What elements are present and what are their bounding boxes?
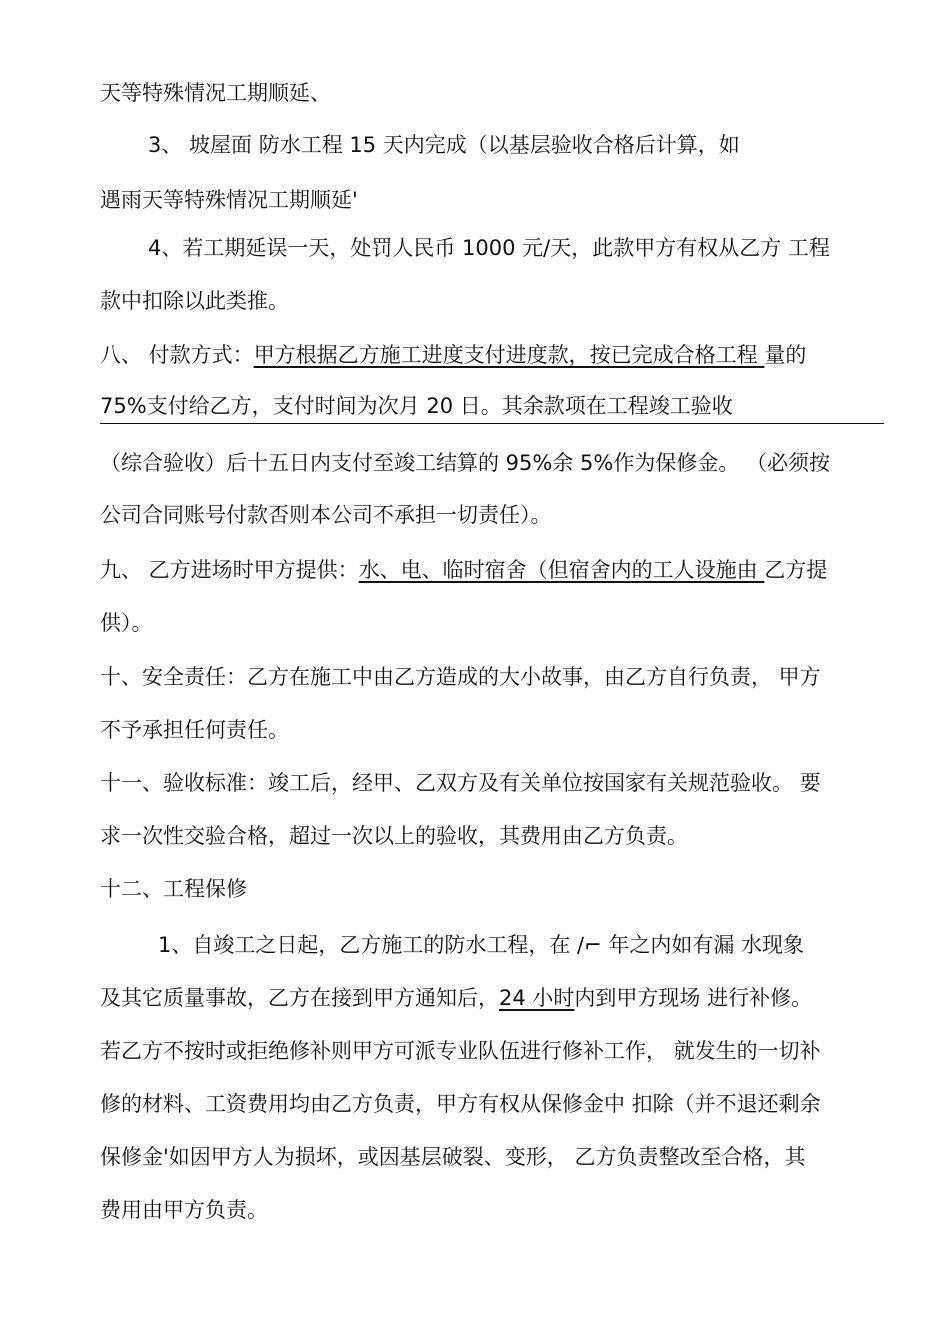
text-span: 及其它质量事故，乙方在接到甲方通知后， [100, 986, 499, 1010]
underlined-text: 24 小时 [499, 986, 575, 1010]
text-line: 75%支付给乙方，支付时间为次月 20 日。其余款项在工程竣工验收 [100, 394, 733, 418]
text-line: 天等特殊情况工期顺延、 [100, 81, 331, 105]
underlined-text: 甲方根据乙方施工进度支付进度款，按已完成合格工程 [253, 343, 765, 367]
text-line: 十一、验收标准：竣工后，经甲、乙双方及有关单位按国家有关规范验收。 要 [100, 771, 821, 795]
clause-heading: 八、 付款方式： [100, 343, 254, 367]
text-line: 求一次性交验合格，超过一次以上的验收，其费用由乙方负责。 [100, 824, 688, 848]
underline-rule [100, 423, 884, 424]
response-time-line [100, 984, 812, 1012]
text-line: 若乙方不按时或拒绝修补则甲方可派专业队伍进行修补工作， 就发生的一切补 [100, 1039, 821, 1063]
text-line: 费用由甲方负责。 [100, 1198, 268, 1222]
text-line: 遇雨天等特殊情况工期顺延' [100, 188, 358, 212]
text-line: 4、若工期延误一天，处罚人民币 1000 元/天，此款甲方有权从乙方 工程 [148, 236, 830, 260]
text-line: 修的材料、工资费用均由乙方负责，甲方有权从保修金中 扣除（并不退还剩余 [100, 1092, 821, 1116]
text-span: 内到甲方现场 进行补修。 [574, 986, 813, 1010]
clause-heading: 九、 乙方进场时甲方提供： [100, 558, 359, 582]
payment-clause-line [100, 341, 806, 369]
text-line: （综合验收）后十五日内支付至竣工结算的 95%余 5%作为保修金。 （必须按 [100, 451, 831, 475]
supply-clause-line [100, 556, 827, 584]
text-line: 3、 坡屋面 防水工程 15 天内完成（以基层验收合格后计算，如 [148, 133, 740, 157]
text-line: 十、安全责任：乙方在施工中由乙方造成的大小故事，由乙方自行负责， 甲方 [100, 665, 821, 689]
text-line: 十二、工程保修 [100, 877, 247, 901]
underlined-text: 水、电、临时宿舍（但宿舍内的工人设施由 [358, 558, 765, 582]
text-line: 款中扣除以此类推。 [100, 289, 289, 313]
text-line: 公司合同账号付款否则本公司不承担一切责任）。 [100, 503, 552, 527]
text-line: 保修金'如因甲方人为损坏，或因基层破裂、变形， 乙方负责整改至合格，其 [100, 1145, 806, 1169]
text-line: 供）。 [100, 611, 153, 635]
text-line: 1、自竣工之日起，乙方施工的防水工程，在 ∕⌐ 年之内如有漏 水现象 [158, 933, 805, 957]
text-line: 不予承担任何责任。 [100, 718, 289, 742]
text-span: 量的 [764, 343, 807, 367]
text-span: 乙方提 [764, 558, 828, 582]
